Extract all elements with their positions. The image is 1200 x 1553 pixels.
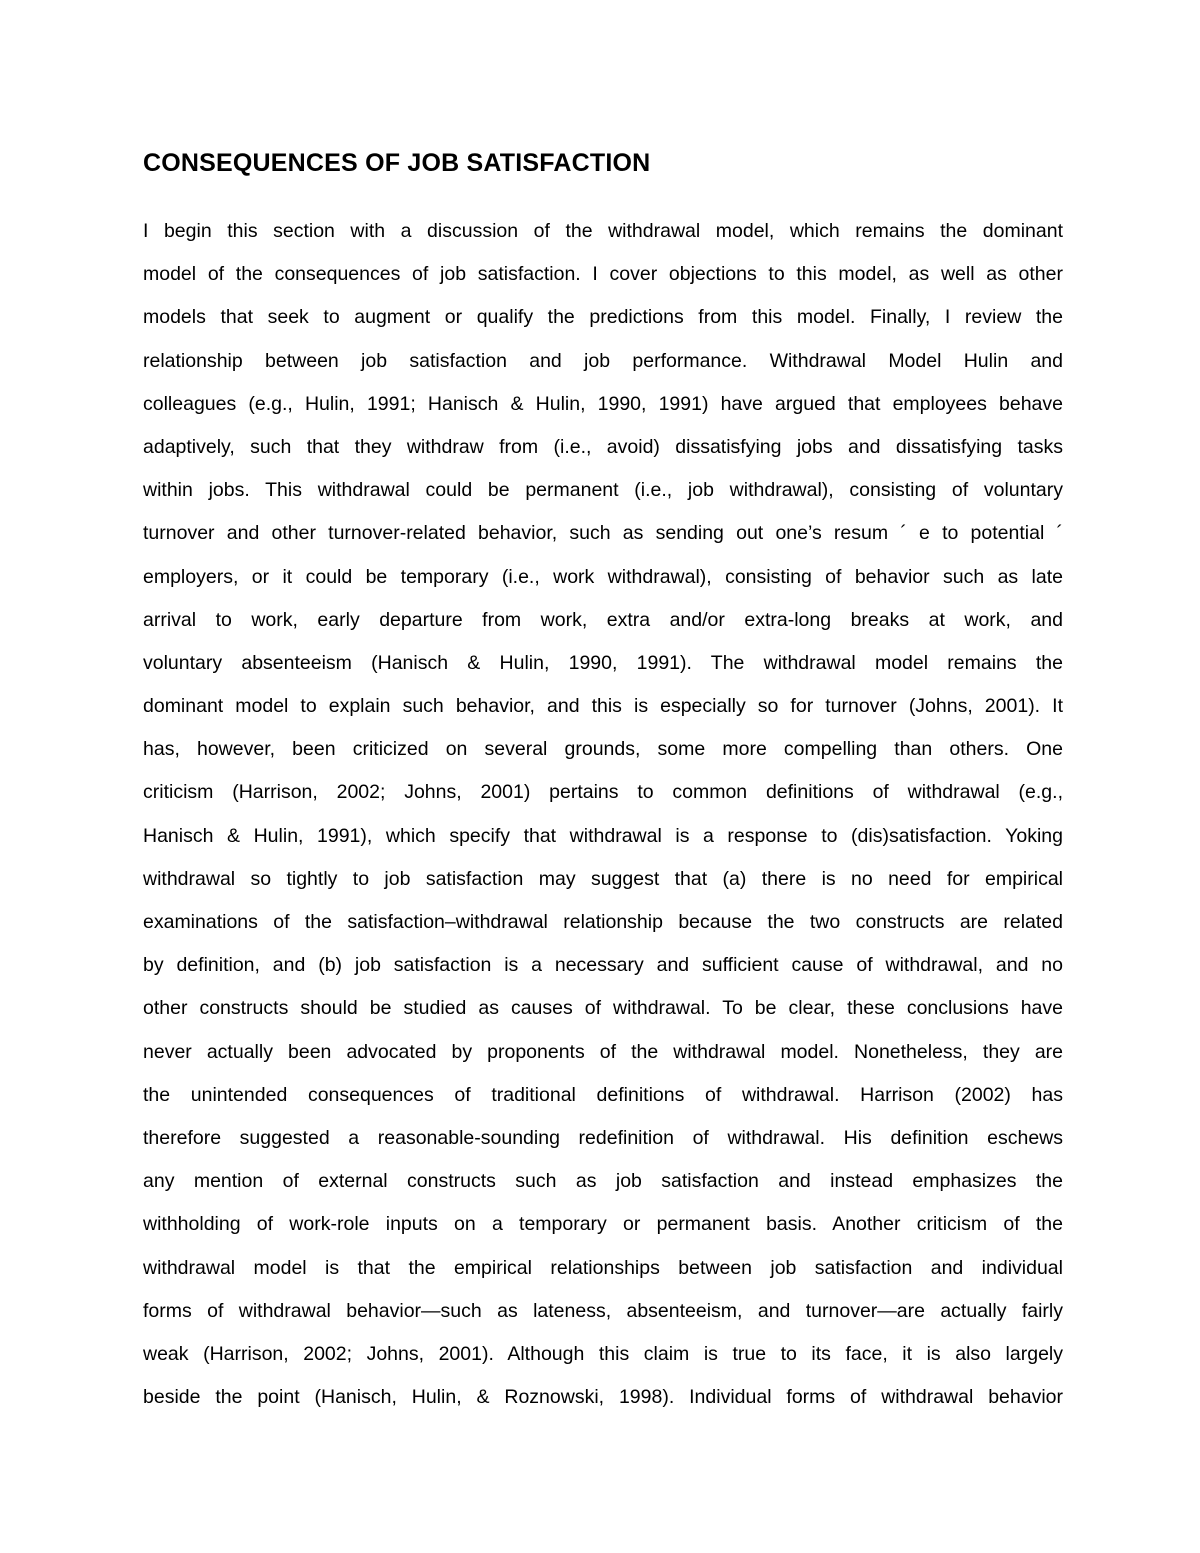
text-line: withdrawal so tightly to job satisfaction may suggest that (a) there is no need for empirical bbox=[143, 867, 1063, 890]
text-line: never actually been advocated by proponents of the withdrawal model. Nonetheless, they are bbox=[143, 1040, 1063, 1063]
text-line: Hanisch & Hulin, 1991), which specify that withdrawal is a response to (dis)satisfaction. Yoking bbox=[143, 824, 1063, 847]
text-line: withholding of work-role inputs on a temporary or permanent basis. Another criticism of the bbox=[143, 1213, 1063, 1236]
text-line: weak (Harrison, 2002; Johns, 2001). Although this claim is true to its face, it is also largely bbox=[143, 1342, 1063, 1365]
section-heading: CONSEQUENCES OF JOB SATISFACTION bbox=[143, 149, 651, 177]
text-line: model of the consequences of job satisfaction. I cover objections to this model, as well as other bbox=[143, 263, 1063, 286]
text-line: turnover and other turnover-related behavior, such as sending out one’s resum ´ e to potential ´ bbox=[143, 522, 1063, 545]
text-line: has, however, been criticized on several grounds, some more compelling than others. One bbox=[143, 738, 1063, 761]
text-line: employers, or it could be temporary (i.e., work withdrawal), consisting of behavior such as late bbox=[143, 565, 1063, 588]
text-line: relationship between job satisfaction and job performance. Withdrawal Model Hulin and bbox=[143, 349, 1063, 372]
text-line: by definition, and (b) job satisfaction is a necessary and sufficient cause of withdrawal, and no bbox=[143, 954, 1063, 977]
text-line: withdrawal model is that the empirical relationships between job satisfaction and individual bbox=[143, 1256, 1063, 1279]
text-line: models that seek to augment or qualify the predictions from this model. Finally, I review the bbox=[143, 306, 1063, 329]
text-line: colleagues (e.g., Hulin, 1991; Hanisch & Hulin, 1990, 1991) have argued that employees behave bbox=[143, 392, 1063, 415]
text-line: any mention of external constructs such as job satisfaction and instead emphasizes the bbox=[143, 1170, 1063, 1193]
text-line: examinations of the satisfaction–withdrawal relationship because the two constructs are related bbox=[143, 911, 1063, 933]
text-line: dominant model to explain such behavior, and this is especially so for turnover (Johns, 2001). It bbox=[143, 695, 1063, 718]
text-line: criticism (Harrison, 2002; Johns, 2001) pertains to common definitions of withdrawal (e.g., bbox=[143, 781, 1063, 804]
text-line: I begin this section with a discussion of the withdrawal model, which remains the dominant bbox=[143, 220, 1063, 242]
text-line: adaptively, such that they withdraw from (i.e., avoid) dissatisfying jobs and dissatisfying tasks bbox=[143, 435, 1063, 458]
text-line: beside the point (Hanisch, Hulin, & Roznowski, 1998). Individual forms of withdrawal behavior bbox=[143, 1386, 1063, 1409]
text-line: within jobs. This withdrawal could be permanent (i.e., job withdrawal), consisting of voluntary bbox=[143, 479, 1063, 502]
text-line: forms of withdrawal behavior—such as lateness, absenteeism, and turnover—are actually fairly bbox=[143, 1299, 1063, 1322]
text-line: arrival to work, early departure from work, extra and/or extra-long breaks at work, and bbox=[143, 608, 1063, 631]
text-line: the unintended consequences of traditional definitions of withdrawal. Harrison (2002) has bbox=[143, 1083, 1063, 1106]
text-line: voluntary absenteeism (Hanisch & Hulin, 1990, 1991). The withdrawal model remains the bbox=[143, 651, 1063, 674]
text-line: therefore suggested a reasonable-sounding redefinition of withdrawal. His definition eschews bbox=[143, 1126, 1063, 1149]
text-line: other constructs should be studied as causes of withdrawal. To be clear, these conclusions have bbox=[143, 997, 1063, 1020]
body-paragraph bbox=[143, 210, 1063, 1419]
